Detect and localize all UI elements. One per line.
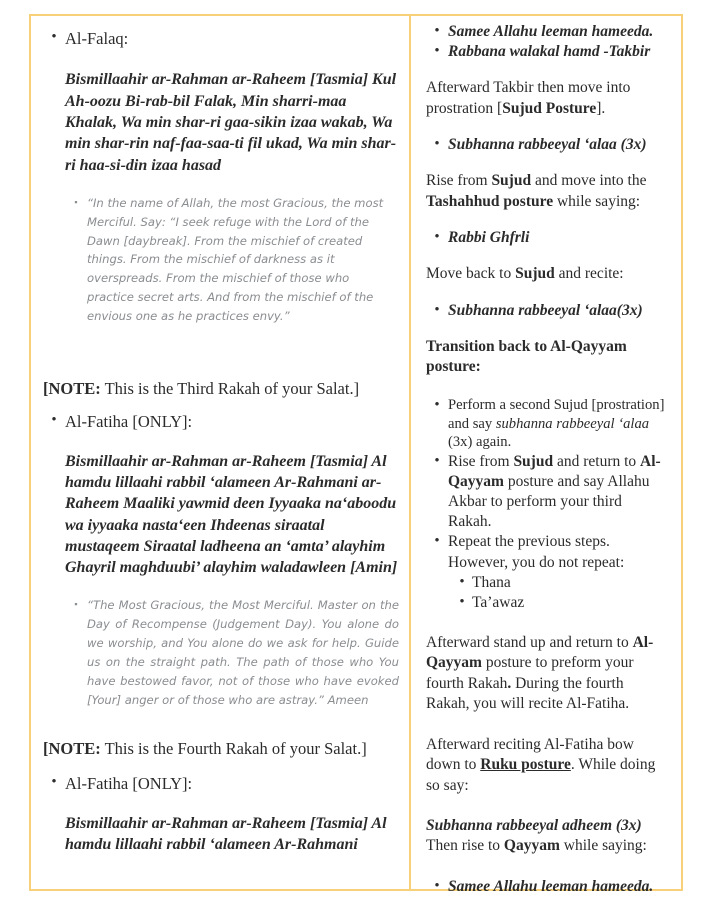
note-third-text: This is the Third Rakah of your Salat.]: [100, 379, 360, 398]
frame-border-right: [681, 14, 683, 891]
rabbana-walakal-text: Rabbana walakal hamd -Takbir: [448, 43, 651, 61]
bullet-dot-icon: •: [434, 301, 440, 318]
bullet-dot-icon: •: [434, 533, 440, 550]
rise-text-2: and move into the: [531, 172, 647, 190]
bullet-dot-icon: •: [434, 23, 440, 39]
al-falaq-translation-item: [43, 194, 399, 326]
al-fatiha-fourth-transliteration: Bismillaahir ar-Rahman ar-Raheem [Tasmia] Al hamdu lillaahi rabbil ‘alameen Ar-Rahmani: [65, 814, 387, 853]
square-bullet-icon: ▪: [74, 196, 78, 207]
sujud-bold-2: Sujud: [515, 265, 555, 283]
bullet-dot-icon: •: [51, 774, 57, 791]
fourth-rakah-paragraph: [426, 633, 669, 715]
move-back-paragraph: [426, 264, 669, 284]
tashahhud-posture-bold: Tashahhud posture: [426, 192, 554, 210]
fourth-text-1: Afterward stand up and return to: [426, 634, 633, 652]
list-item-taawaz: [426, 593, 669, 613]
square-bullet-icon: ▪: [74, 599, 78, 610]
list-item-al-fatiha-fourth: [43, 773, 399, 794]
move-back-text-2: and recite:: [554, 265, 624, 283]
bullet-dot-icon: •: [51, 29, 57, 45]
ruku-text-1: Afterward reciting Al-Fatiha bow down to: [426, 735, 634, 774]
thana-text: Thana: [472, 573, 511, 591]
al-fatiha-third-translation-item: [43, 596, 399, 709]
transition-heading: Transition back to Al-Qayyam posture:: [426, 337, 627, 376]
bullet-dot-icon: •: [434, 452, 440, 469]
list-item-step-repeat: [426, 532, 669, 572]
samee-allahu-bottom-text: Samee Allahu leeman hameeda.: [448, 877, 654, 895]
rise-text-3: while saying:: [553, 192, 641, 210]
note-third-rakah: [43, 378, 399, 399]
ruku-posture-link[interactable]: Ruku posture: [480, 756, 571, 774]
bullet-dot-icon: •: [434, 229, 440, 246]
step3-text: Repeat the previous steps. However, you do not repeat:: [448, 533, 625, 571]
takbir-paragraph: [426, 78, 669, 119]
ruku-text-2: . While doing so say:: [426, 756, 656, 794]
list-item-al-falaq: [43, 28, 399, 49]
step2-text-2: and return to: [553, 452, 641, 470]
rabbi-ghfrli-text: Rabbi Ghfrli: [448, 229, 530, 247]
move-back-text-1: Move back to: [426, 265, 516, 283]
step1-text-2: (3x) again.: [448, 434, 512, 451]
al-fatiha-third-translation: “The Most Gracious, the Most Merciful. Master on the Day of Recompense (Judgement Day). You alone do we worship, and You alone do we ask for help. Guide us on the straight path. The path of those who You have bestowed favor, not of those who have evoked [Your] anger or of those who are astray.” Ameen: [87, 598, 399, 707]
taawaz-text: Ta’awaz: [472, 593, 525, 611]
al-falaq-translation: “In the name of Allah, the most Gracious, the most Merciful. Say: “I seek refuge with the Lord of the Dawn [daybreak]. From the mischief of created things. From the mischief of darkness as it overspreads. From the mischief of those who practice secret arts. And from the mischief of the envious one as he practices envy.”: [87, 195, 384, 324]
bullet-dot-icon: •: [459, 593, 465, 610]
al-fatiha-third-heading: Al-Fatiha [ONLY]:: [65, 412, 193, 432]
list-item-samee-allahu-bottom: [426, 877, 669, 897]
sujud-posture-bold: Sujud Posture: [502, 99, 597, 117]
qayyam-bold: Qayyam: [503, 837, 560, 855]
al-falaq-transliteration: Bismillaahir ar-Rahman ar-Raheem [Tasmia] Kul Ah-oozu Bi-rab-bil Falak, Min sharri-maa Khalak, Wa min shar-ri gaa-sikin izaa wakab, Wa min shar-rin naf-faa-saa-ti fil ukad, Wa min shar-ri haa-si-din izaa hasad: [65, 71, 397, 174]
sujud-bold-3: Sujud: [513, 452, 554, 470]
rise-text-1: Rise from: [426, 172, 492, 190]
sujud-bold-1: Sujud: [491, 172, 532, 190]
left-column: [31, 14, 409, 889]
al-falaq-heading: Al-Falaq:: [65, 29, 129, 48]
subhanna-alaa-1-text: Subhanna rabbeeyal ‘alaa (3x): [448, 136, 647, 154]
takbir-text-after: ].: [596, 99, 606, 117]
note-label: [NOTE:: [43, 738, 101, 758]
fourth-text-3: During the fourth Rakah, you will recite Al-Fatiha.: [426, 674, 630, 713]
step2-text-1: Rise from: [448, 452, 514, 470]
bullet-dot-icon: •: [434, 877, 440, 894]
bullet-dot-icon: •: [51, 412, 57, 429]
list-item-subhanna-2: [426, 301, 669, 321]
note-fourth-text: This is the Fourth Rakah of your Salat.]: [100, 738, 367, 758]
then-rise-paragraph: [426, 836, 669, 856]
subhanna-alaa-2-text: Subhanna rabbeeyal ‘alaa(3x): [448, 301, 643, 319]
bullet-dot-icon: •: [434, 396, 440, 413]
list-item-thana: [426, 573, 669, 593]
list-item-rabbi-ghfrli: [426, 228, 669, 248]
step2-text-3: posture and say Allahu Akbar to perform your third Rakah.: [448, 473, 650, 531]
list-item-step-second-sujud: [426, 396, 669, 452]
fourth-text-2: posture to preform your fourth Rakah: [426, 654, 634, 692]
note-label: [NOTE:: [43, 379, 101, 398]
frame-border-bottom-left: [29, 889, 410, 891]
list-item-al-fatiha-third: [43, 411, 399, 432]
al-qayyam-bold-2: Al-Qayyam: [426, 634, 654, 672]
takbir-text-before: Afterward Takbir then move into prostration [: [426, 79, 631, 117]
list-item-samee-allahu-top: [426, 22, 669, 42]
adheem-line: Subhanna rabbeeyal adheem (3x): [426, 817, 642, 835]
samee-allahu-text: Samee Allahu leeman hameeda.: [448, 23, 654, 40]
right-column: [411, 14, 681, 895]
list-item-step-rise-al-qayyam: [426, 452, 669, 533]
rise-tashahhud-paragraph: [426, 171, 669, 212]
step1-italic: subhanna rabbeeyal ‘alaa: [495, 415, 650, 432]
al-fatiha-third-transliteration: Bismillaahir ar-Rahman ar-Raheem [Tasmia] Al hamdu lillaahi rabbil ‘alameen Ar-Rahmani ar-Raheem Maaliki yawmid deen Iyyaaka na‘aboodu wa iyyaaka nasta‘een Ihdeenas siraatal mustaqeem Siraatal ladheena an ‘amta’ alayhim Ghayril maghduubi’ alayhim waladawleen [Amin]: [65, 452, 398, 577]
list-item-subhanna-1: [426, 135, 669, 155]
bullet-dot-icon: •: [434, 43, 440, 60]
list-item-rabbana-walakal: [426, 42, 669, 62]
bullet-dot-icon: •: [434, 136, 440, 153]
al-fatiha-fourth-heading: Al-Fatiha [ONLY]:: [65, 774, 193, 794]
ruku-paragraph: [426, 735, 669, 796]
al-qayyam-bold-1: Al-Qayyam: [448, 452, 661, 491]
note-fourth-rakah: [43, 738, 399, 759]
then-rise-text-1: Then rise to: [426, 837, 504, 855]
step1-text-1: Perform a second Sujud [prostration] and say: [448, 396, 665, 432]
then-rise-text-2: while saying:: [559, 837, 647, 855]
fourth-bold-period: .: [507, 674, 512, 692]
bullet-dot-icon: •: [459, 573, 465, 590]
